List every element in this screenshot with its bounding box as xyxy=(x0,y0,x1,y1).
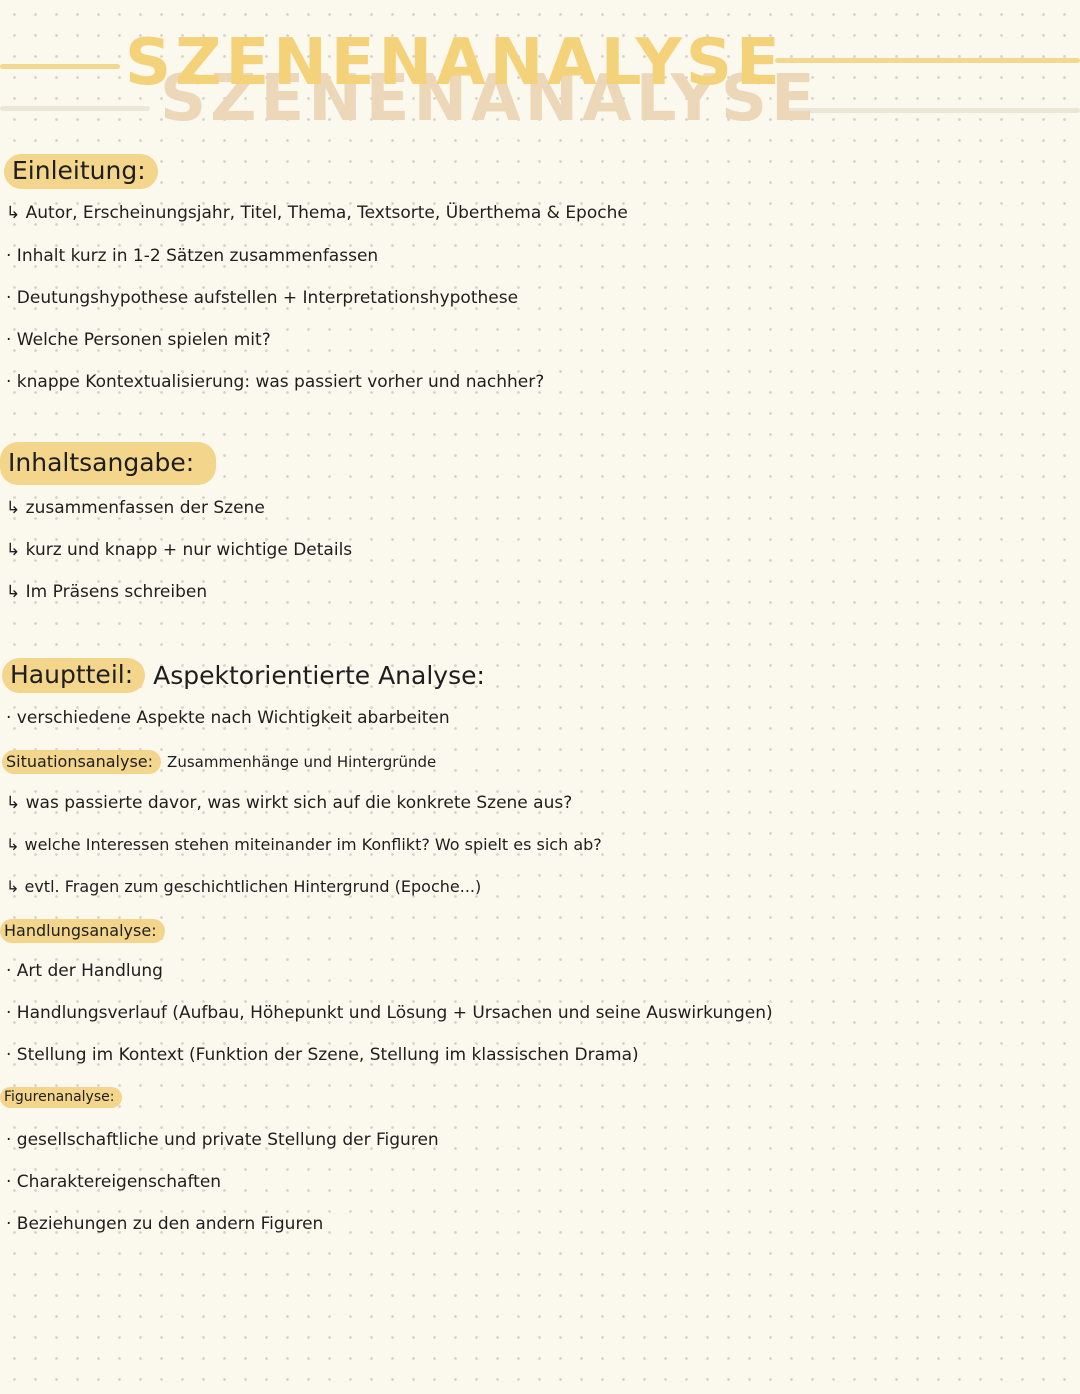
heading-einleitung: Einleitung: xyxy=(4,154,158,189)
title-rule-right xyxy=(775,58,1080,63)
situationsanalyse-description: Zusammenhänge und Hintergründe xyxy=(167,753,437,771)
list-item: ↳ Im Präsens schreiben xyxy=(6,582,208,602)
title-shadow-rule-right xyxy=(780,108,1080,113)
list-item: ↳ welche Interessen stehen miteinander im Konflikt? Wo spielt es sich ab? xyxy=(6,835,602,854)
situationsanalyse-row xyxy=(2,750,436,774)
list-item: · Welche Personen spielen mit? xyxy=(6,330,271,350)
hauptteil-heading-row xyxy=(2,658,485,693)
list-item: · Handlungsverlauf (Aufbau, Höhepunkt und Lösung + Ursachen und seine Auswirkungen) xyxy=(6,1003,773,1023)
list-item: ↳ evtl. Fragen zum geschichtlichen Hintergrund (Epoche...) xyxy=(6,877,482,896)
label-figurenanalyse: Figurenanalyse: xyxy=(0,1087,122,1108)
list-item: · Art der Handlung xyxy=(6,961,163,981)
list-item: ↳ Autor, Erscheinungsjahr, Titel, Thema, Textsorte, Überthema & Epoche xyxy=(6,203,628,223)
label-situationsanalyse: Situationsanalyse: xyxy=(2,750,161,774)
title-shadow-rule-left xyxy=(0,106,150,111)
list-item: · verschiedene Aspekte nach Wichtigkeit abarbeiten xyxy=(6,708,450,728)
page-title: SZENENANALYSE xyxy=(125,26,784,100)
list-item: · gesellschaftliche und private Stellung der Figuren xyxy=(6,1130,439,1150)
list-item: · Inhalt kurz in 1-2 Sätzen zusammenfassen xyxy=(6,246,379,266)
list-item: · knappe Kontextualisierung: was passiert vorher und nachher? xyxy=(6,372,545,392)
list-item: ↳ zusammenfassen der Szene xyxy=(6,498,265,518)
heading-inhaltsangabe: Inhaltsangabe: xyxy=(0,442,216,485)
list-item: ↳ kurz und knapp + nur wichtige Details xyxy=(6,540,353,560)
page-title-banner xyxy=(0,20,1080,140)
heading-hauptteil-subtitle: Aspektorientierte Analyse: xyxy=(153,661,485,690)
label-handlungsanalyse: Handlungsanalyse: xyxy=(0,919,165,943)
list-item: · Deutungshypothese aufstellen + Interpretationshypothese xyxy=(6,288,519,308)
list-item: · Charaktereigenschaften xyxy=(6,1172,222,1192)
list-item: · Beziehungen zu den andern Figuren xyxy=(6,1214,324,1234)
title-rule-left xyxy=(0,64,120,69)
list-item: · Stellung im Kontext (Funktion der Szene, Stellung im klassischen Drama) xyxy=(6,1045,639,1065)
heading-hauptteil: Hauptteil: xyxy=(2,658,145,693)
list-item: ↳ was passierte davor, was wirkt sich auf die konkrete Szene aus? xyxy=(6,793,573,813)
